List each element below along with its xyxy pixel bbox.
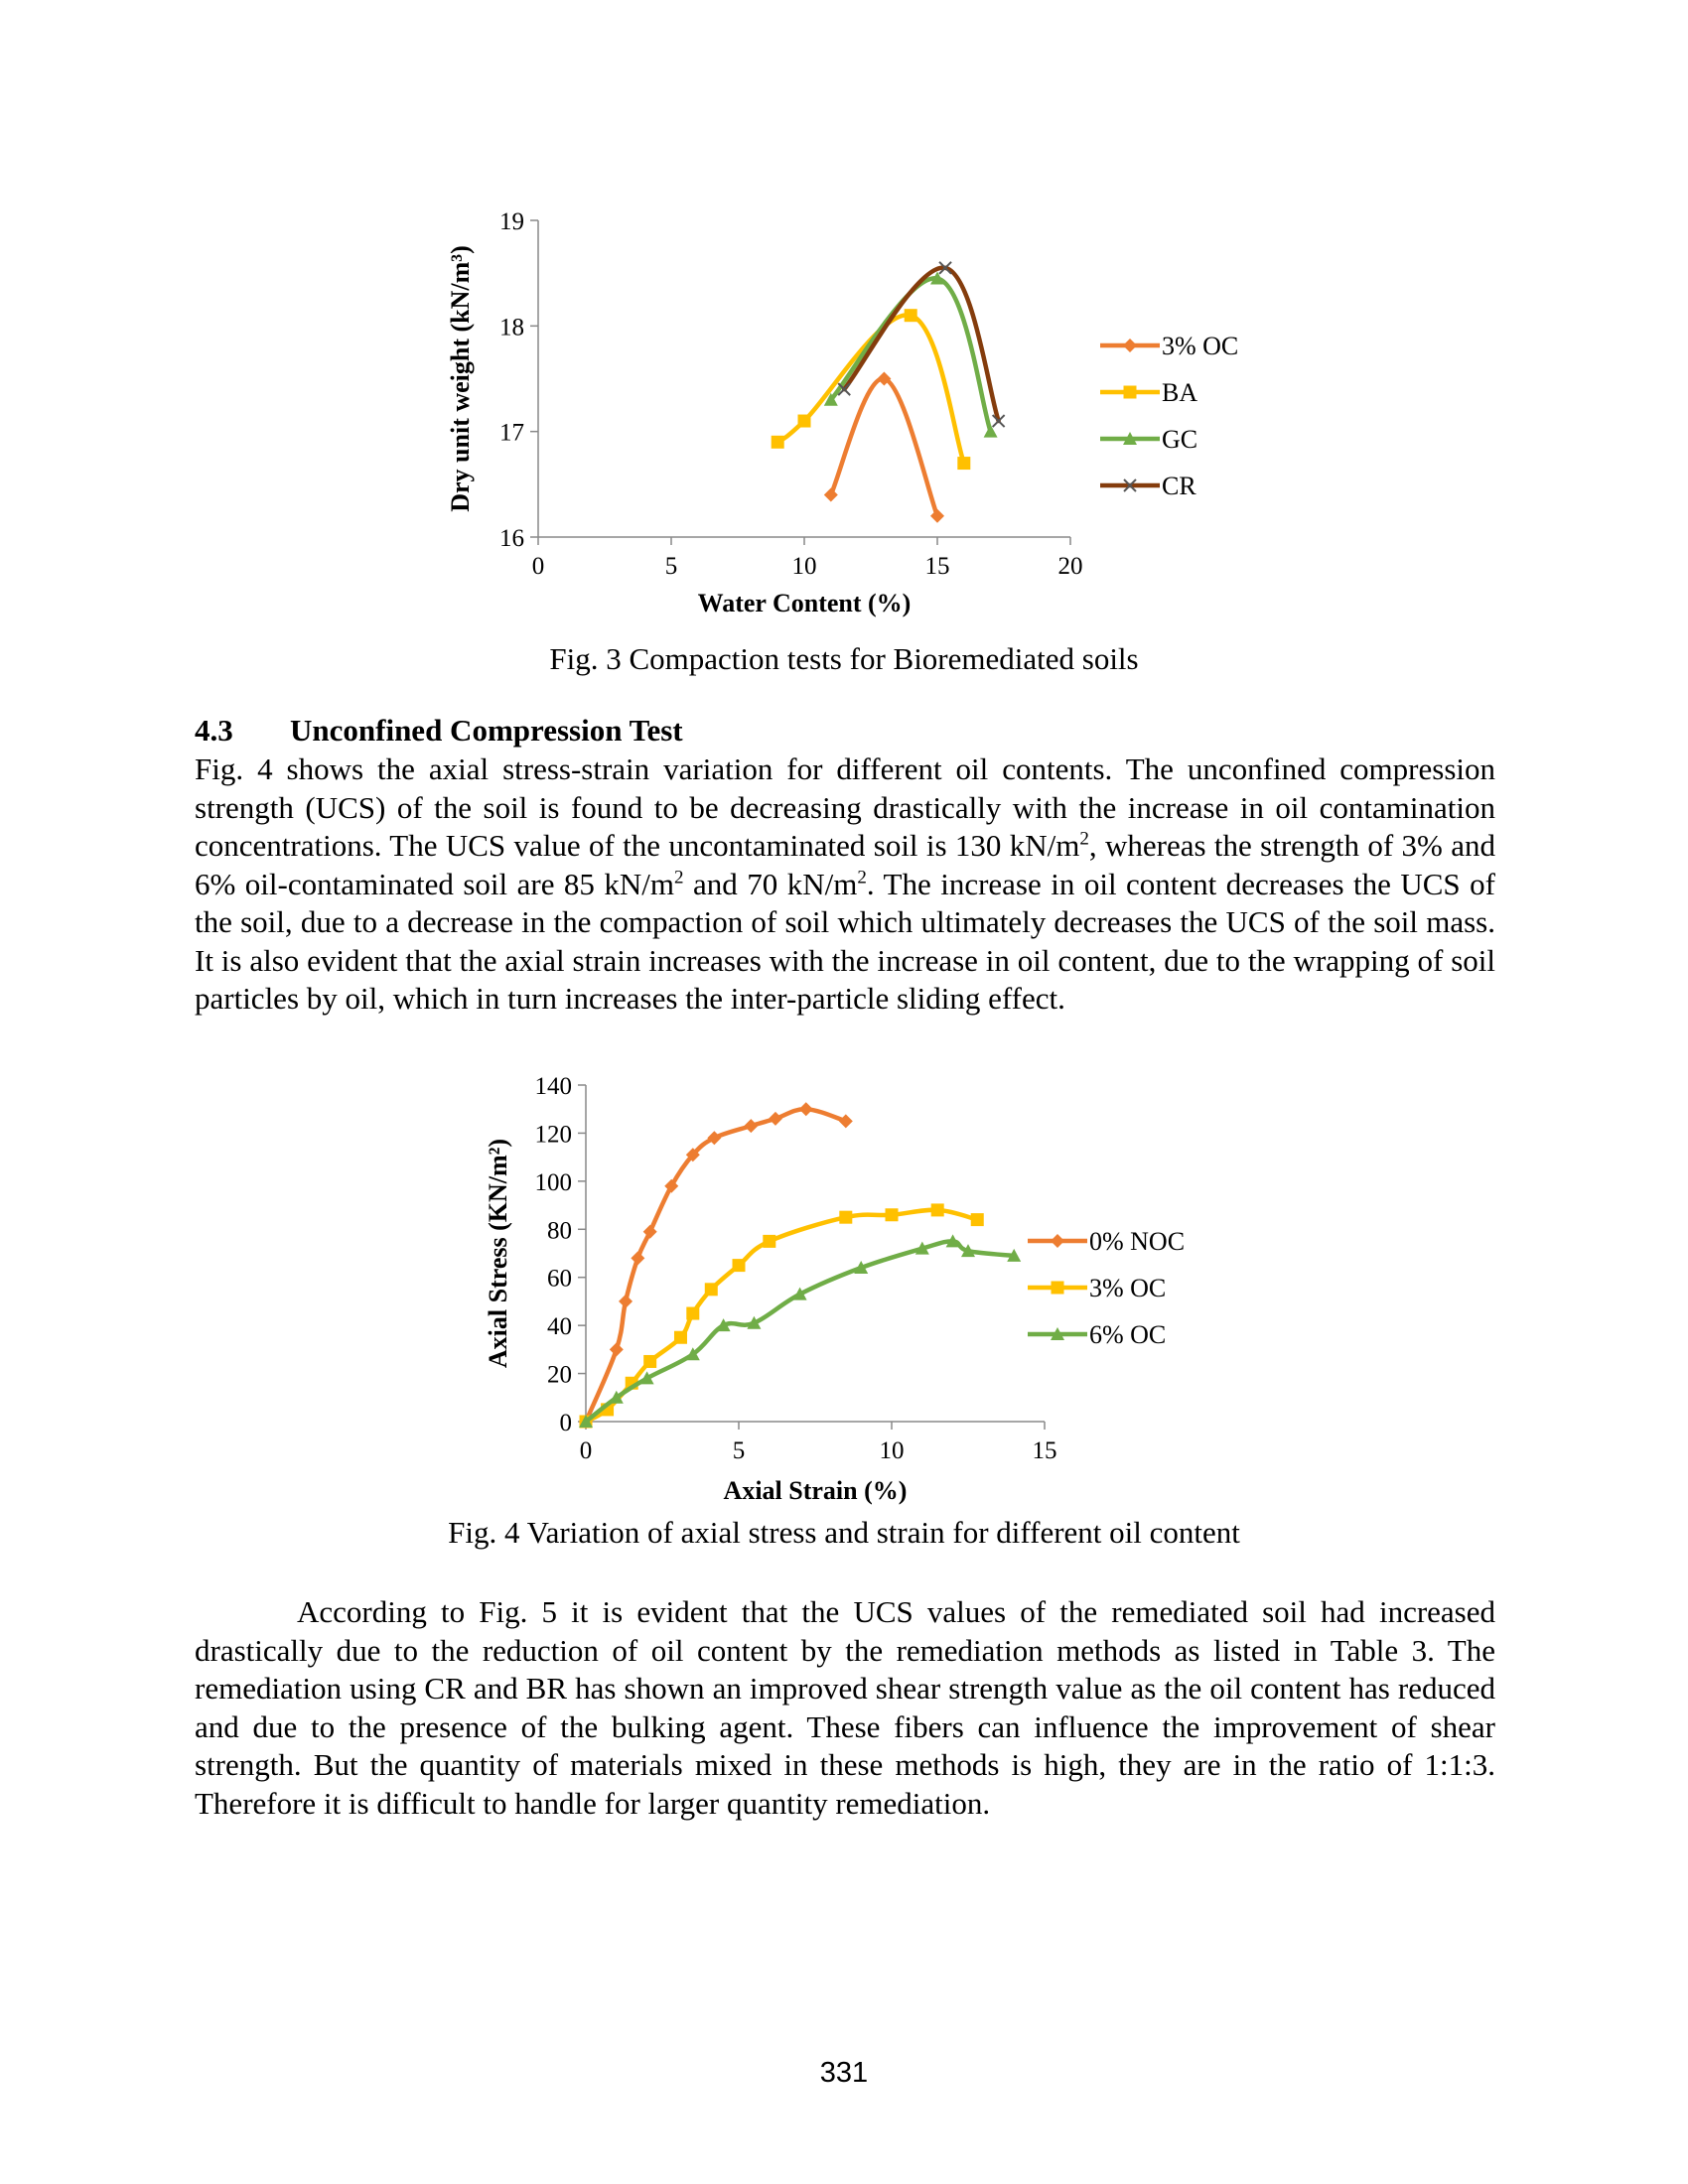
page-number: 331: [819, 2057, 869, 2089]
y-tick-label: 19: [499, 208, 524, 235]
series-line-0: [586, 1109, 846, 1422]
x-tick-label: 10: [791, 553, 817, 580]
data-point: [971, 1213, 984, 1226]
y-tick-label: 140: [534, 1073, 572, 1100]
fig4-caption: Fig. 4 Variation of axial stress and strain for different oil content: [448, 1515, 1240, 1550]
unit-superscript: 2: [674, 867, 684, 888]
fig3-caption: Fig. 3 Compaction tests for Bioremediated soils: [549, 641, 1139, 676]
section-number: 4.3: [195, 713, 233, 748]
data-point: [610, 1342, 624, 1356]
para1-text-4: . The increase in oil content decreases the UCS of the soil, due to a decrease in the compaction of soil which ultimately decreases the UCS of the soil mass. It is also evident that the axial strain increases with the increase in oil content, due to the wrapping of soil particles by oil, which in turn increases the inter-particle sliding effect.: [195, 866, 1495, 1016]
y-tick-label: 60: [547, 1265, 572, 1293]
unit-superscript: 2: [1079, 828, 1089, 850]
x-axis-label: Water Content (%): [697, 589, 912, 617]
y-axis-label: Axial Stress (KN/m²): [484, 1138, 512, 1369]
section-title: Unconfined Compression Test: [290, 713, 683, 748]
data-point: [686, 1307, 699, 1320]
y-tick-label: 120: [534, 1121, 572, 1149]
x-tick-label: 0: [531, 553, 545, 580]
data-point: [763, 1235, 775, 1248]
data-point: [931, 1203, 944, 1216]
data-point: [839, 1114, 853, 1128]
legend-marker: [1052, 1282, 1064, 1295]
para1-text-2: , whereas the strength of 3% and 6% oil-contaminated soil are 85 kN/m: [195, 828, 1495, 901]
legend-label: 6% OC: [1089, 1320, 1167, 1349]
data-point: [799, 1102, 813, 1116]
y-tick-label: 18: [499, 314, 524, 341]
legend-label: GC: [1162, 425, 1198, 454]
data-point: [619, 1295, 633, 1308]
legend-label: CR: [1162, 472, 1196, 500]
y-tick-label: 100: [534, 1168, 572, 1196]
para1-text-1: Fig. 4 shows the axial stress-strain variation for different oil contents. The unconfined compression strength (UCS) of the soil is found to be decreasing drastically with the increase in oil contamination concentrations. The UCS value of the uncontaminated soil is 130 kN/m: [195, 751, 1495, 863]
para1-text-3: and 70 kN/m: [683, 866, 858, 901]
legend-label: BA: [1162, 378, 1198, 407]
x-tick-label: 20: [1057, 553, 1083, 580]
data-point: [744, 1119, 758, 1133]
x-tick-label: 5: [732, 1437, 746, 1464]
legend-label: 3% OC: [1089, 1274, 1167, 1302]
data-point: [705, 1283, 718, 1296]
data-point: [643, 1225, 657, 1239]
paragraph-remediation: According to Fig. 5 it is evident that the UCS values of the remediated soil had increased drastically due to the reduction of oil content by the remediation methods as listed in Table 3. The remediation using CR and BR has shown an improved shear strength value as the oil content has reduced and due to the presence of the bulking agent. These fibers can influence the improvement of shear strength. But the quantity of materials mixed in these methods is high, they are in the ratio of 1:1:3. Therefore it is difficult to handle for larger quantity remediation.: [195, 1594, 1495, 1821]
x-tick-label: 5: [664, 553, 678, 580]
data-point: [631, 1251, 644, 1265]
y-axis-label: Dry unit weight (kN/m³): [446, 245, 475, 512]
x-tick-label: 15: [924, 553, 950, 580]
y-tick-label: 17: [499, 419, 524, 447]
x-tick-label: 0: [579, 1437, 593, 1464]
y-tick-label: 40: [547, 1313, 572, 1341]
data-point: [674, 1331, 687, 1344]
y-tick-label: 20: [547, 1361, 572, 1389]
y-tick-label: 0: [559, 1410, 572, 1436]
legend-label: 0% NOC: [1089, 1227, 1186, 1256]
series-line-2: [586, 1241, 1014, 1422]
legend-marker: [1051, 1234, 1064, 1248]
data-point: [733, 1259, 746, 1272]
data-point: [886, 1208, 899, 1221]
data-point: [839, 1211, 852, 1224]
x-tick-label: 10: [879, 1437, 905, 1464]
x-tick-label: 15: [1032, 1437, 1057, 1464]
data-point: [643, 1355, 656, 1368]
unit-superscript: 2: [857, 867, 867, 888]
y-tick-label: 16: [499, 525, 524, 552]
y-tick-label: 80: [547, 1217, 572, 1245]
x-axis-label: Axial Strain (%): [723, 1476, 908, 1505]
data-point: [769, 1112, 782, 1126]
legend-label: 3% OC: [1162, 332, 1239, 360]
